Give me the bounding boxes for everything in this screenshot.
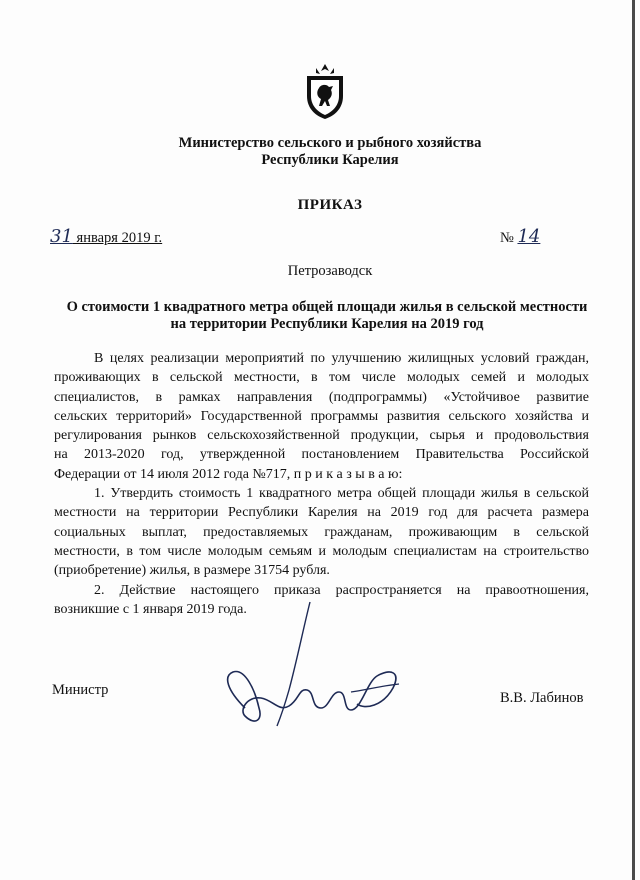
subject-line1: О стоимости 1 квадратного метра общей площади жилья в сельской местности xyxy=(66,299,588,315)
body-line: специалистов, в рамках направления (подпрограммы) «Устойчивое развитие xyxy=(54,389,589,405)
body-line: 1. Утвердить стоимость 1 квадратного метра общей площади жилья в сельской xyxy=(94,486,589,502)
body-line: возникшие с 1 января 2019 года. xyxy=(54,601,247,617)
scan-edge xyxy=(632,0,635,880)
signatory-position: Министр xyxy=(52,682,109,698)
body-line: (приобретение) жилья, в размере 31754 рубля. xyxy=(54,563,330,579)
order-subject xyxy=(62,299,592,333)
date-printed: января 2019 г. xyxy=(72,230,163,246)
signatory-name: В.В. Лабинов xyxy=(500,690,584,706)
subject-line2: на территории Республики Карелия на 2019 год xyxy=(170,316,484,332)
order-number xyxy=(500,226,540,247)
order-body xyxy=(54,349,589,619)
city: Петрозаводск xyxy=(287,263,373,279)
order-date xyxy=(50,226,162,247)
body-line: сельских территорий» Государственной программы развития сельского хозяйства и xyxy=(54,408,589,424)
body-line: Федерации от 14 июля 2012 года №717, п р и к а з ы в а ю: xyxy=(54,466,403,482)
order-title: ПРИКАЗ xyxy=(297,197,363,213)
body-line: регулирования рынков сельскохозяйственной продукции, сырья и продовольствия xyxy=(54,428,589,444)
body-line: социальных выплат, предоставляемых гражданам, проживающим в сельской xyxy=(54,524,589,540)
body-line: проживающих в сельской местности, в том числе молодых семей и молодых xyxy=(54,370,589,386)
date-handwritten: 31 xyxy=(50,226,73,247)
body-line: на 2013-2020 год, утвержденной постановлением Правительства Российской xyxy=(54,447,589,463)
ministry-name-line2: Республики Карелия xyxy=(261,152,399,168)
signature xyxy=(215,580,415,730)
number-handwritten: 14 xyxy=(517,226,541,247)
body-line: местности, в том числе молодым семьям и молодым специалистам на строительство xyxy=(54,543,589,559)
number-label: № xyxy=(500,230,518,246)
body-line: 2. Действие настоящего приказа распространяется на правоотношения, xyxy=(94,582,589,598)
body-line: местности на территории Республики Карелия на 2019 год для расчета размера xyxy=(54,505,589,521)
coat-of-arms-icon xyxy=(303,62,347,120)
ministry-name-line1: Министерство сельского и рыбного хозяйства xyxy=(178,135,482,151)
body-line: В целях реализации мероприятий по улучшению жилищных условий граждан, xyxy=(94,351,589,366)
ministry-header xyxy=(100,135,560,169)
